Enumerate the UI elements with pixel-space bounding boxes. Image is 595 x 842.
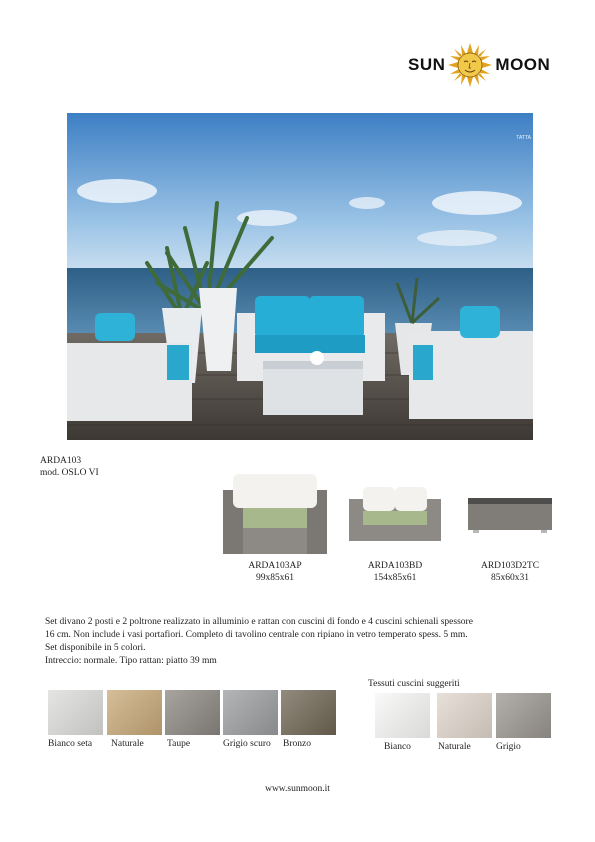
footer-url[interactable]: www.sunmoon.it [265, 784, 330, 794]
hero-photo [67, 113, 533, 440]
table-image [465, 490, 555, 556]
swatch-chip [496, 693, 551, 738]
logo-word-right: MOON [495, 55, 551, 74]
description-line: Set disponibile in 5 colori. [45, 643, 146, 653]
hero-watermark: TATTA [516, 135, 531, 141]
swatch-chip [375, 693, 430, 738]
product-description [45, 616, 565, 668]
description-line: 16 cm. Non include i vasi portafiori. Completo di tavolino centrale con ripiano in vetro temperato spess. 5 mm. [45, 630, 468, 640]
item-dims: 85x60x31 [491, 573, 529, 583]
swatch-chip [107, 690, 162, 735]
sofa-image [345, 485, 445, 556]
swatch-label: Naturale [111, 739, 144, 749]
item-dims: 99x85x61 [256, 573, 294, 583]
swatch-label: Grigio scuro [223, 739, 271, 749]
color-swatch[interactable] [48, 690, 103, 749]
fabric-swatch[interactable] [437, 693, 492, 752]
fabric-swatch[interactable] [496, 693, 551, 752]
logo-word-left: SUN [408, 55, 446, 74]
color-swatch[interactable] [165, 690, 220, 749]
sun-face-icon [448, 43, 492, 87]
swatch-chip [437, 693, 492, 738]
item-code: ARDA103BD [367, 561, 423, 571]
swatch-chip [165, 690, 220, 735]
swatch-label: Bronzo [283, 739, 311, 749]
product-code-block [40, 455, 99, 479]
swatch-label: Grigio [496, 742, 521, 752]
color-swatch[interactable] [223, 690, 278, 749]
color-swatch[interactable] [107, 690, 162, 749]
swatch-label: Bianco [384, 742, 411, 752]
swatch-label: Naturale [438, 742, 471, 752]
brand-logo [408, 42, 554, 88]
product-item-table [460, 490, 560, 584]
product-code: ARDA103 [40, 456, 82, 466]
armchair-image [221, 472, 329, 556]
swatch-chip [223, 690, 278, 735]
swatch-label: Taupe [167, 739, 191, 749]
fabrics-title: Tessuti cuscini suggeriti [368, 679, 460, 689]
swatch-chip [48, 690, 103, 735]
product-model: mod. OSLO VI [40, 468, 99, 478]
description-line: Set divano 2 posti e 2 poltrone realizzato in alluminio e rattan con cuscini di fondo e 4 cuscini schienali spessore [45, 617, 473, 627]
item-code: ARD103D2TC [480, 561, 540, 571]
product-item-sofa [340, 485, 450, 584]
product-item-armchair [220, 472, 330, 584]
fabric-swatch[interactable] [375, 693, 430, 752]
swatch-label: Bianco seta [48, 739, 93, 749]
description-line: Intreccio: normale. Tipo rattan: piatto 39 mm [45, 656, 217, 666]
swatch-chip [281, 690, 336, 735]
item-dims: 154x85x61 [373, 573, 417, 583]
color-swatch[interactable] [281, 690, 336, 749]
item-code: ARDA103AP [248, 561, 302, 571]
